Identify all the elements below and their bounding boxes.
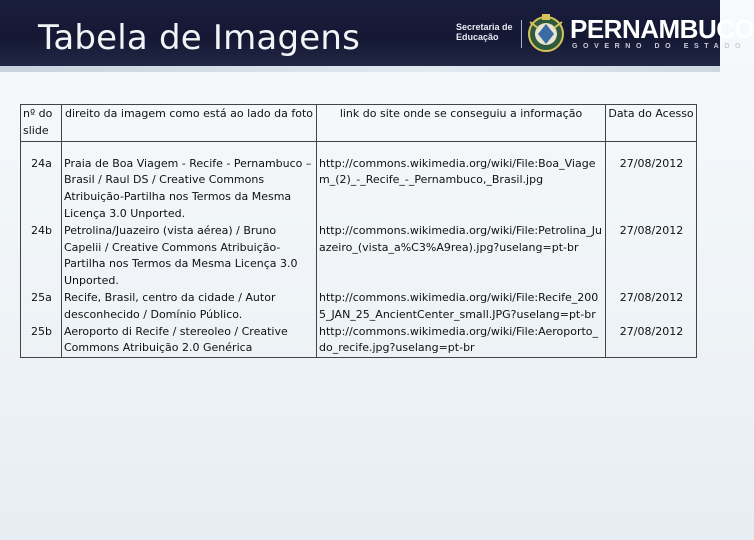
cell-link[interactable]: http://commons.wikimedia.org/wiki/File:Boa_Viagem_(2)_-_Recife_-_Pernambuco,_Brasil.jpg bbox=[317, 156, 606, 223]
header-link: link do site onde se conseguiu a informação bbox=[317, 105, 606, 142]
cell-link[interactable]: http://commons.wikimedia.org/wiki/File:Petrolina_Juazeiro_(vista_a%C3%A9rea).jpg?uselang=pt-br bbox=[317, 223, 606, 290]
logo-divider bbox=[521, 20, 522, 48]
cell-rights: Praia de Boa Viagem - Recife - Pernambuco – Brasil / Raul DS / Creative Commons Atribuição-Partilha nos Termos da Mesma Licença 3.0 Unported. bbox=[62, 156, 317, 223]
state-crest-icon bbox=[526, 12, 566, 56]
header-date: Data do Acesso bbox=[606, 105, 697, 142]
cell-link[interactable]: http://commons.wikimedia.org/wiki/File:Aeroporto_do_recife.jpg?uselang=pt-br bbox=[317, 324, 606, 358]
cell-slide: 24a bbox=[21, 156, 62, 223]
table-row bbox=[21, 324, 697, 358]
brand-subtitle: GOVERNO DO ESTADO bbox=[572, 43, 747, 50]
page-title: Tabela de Imagens bbox=[38, 18, 361, 58]
cell-rights: Petrolina/Juazeiro (vista aérea) / Bruno Capelii / Creative Commons Atribuição-Partilha nos Termos da Mesma Licença 3.0 Unported. bbox=[62, 223, 317, 290]
cell-link[interactable]: http://commons.wikimedia.org/wiki/File:Recife_2005_JAN_25_AncientCenter_small.JPG?uselang=pt-br bbox=[317, 290, 606, 324]
cell-date: 27/08/2012 bbox=[606, 223, 697, 290]
table-spacer-row bbox=[21, 141, 697, 156]
cell-slide: 25a bbox=[21, 290, 62, 324]
table-row bbox=[21, 223, 697, 290]
secretaria-logo-text bbox=[456, 22, 522, 42]
cell-rights: Aeroporto di Recife / stereoleo / Creative Commons Atribuição 2.0 Genérica bbox=[62, 324, 317, 358]
table-header-row bbox=[21, 105, 697, 142]
cell-slide: 24b bbox=[21, 223, 62, 290]
cell-date: 27/08/2012 bbox=[606, 156, 697, 223]
header-rights: direito da imagem como está ao lado da foto bbox=[62, 105, 317, 142]
image-table bbox=[20, 104, 697, 358]
secretaria-line1: Secretaria de bbox=[456, 22, 513, 32]
cell-date: 27/08/2012 bbox=[606, 290, 697, 324]
brand-name: PERNAMBUCO bbox=[570, 14, 754, 44]
cell-slide: 25b bbox=[21, 324, 62, 358]
header-divider bbox=[0, 66, 720, 72]
header-slide: nº do slide bbox=[21, 105, 62, 142]
cell-date: 27/08/2012 bbox=[606, 324, 697, 358]
cell-rights: Recife, Brasil, centro da cidade / Autor desconhecido / Domínio Público. bbox=[62, 290, 317, 324]
secretaria-line2: Educação bbox=[456, 32, 499, 42]
table-row bbox=[21, 156, 697, 223]
table-row bbox=[21, 290, 697, 324]
